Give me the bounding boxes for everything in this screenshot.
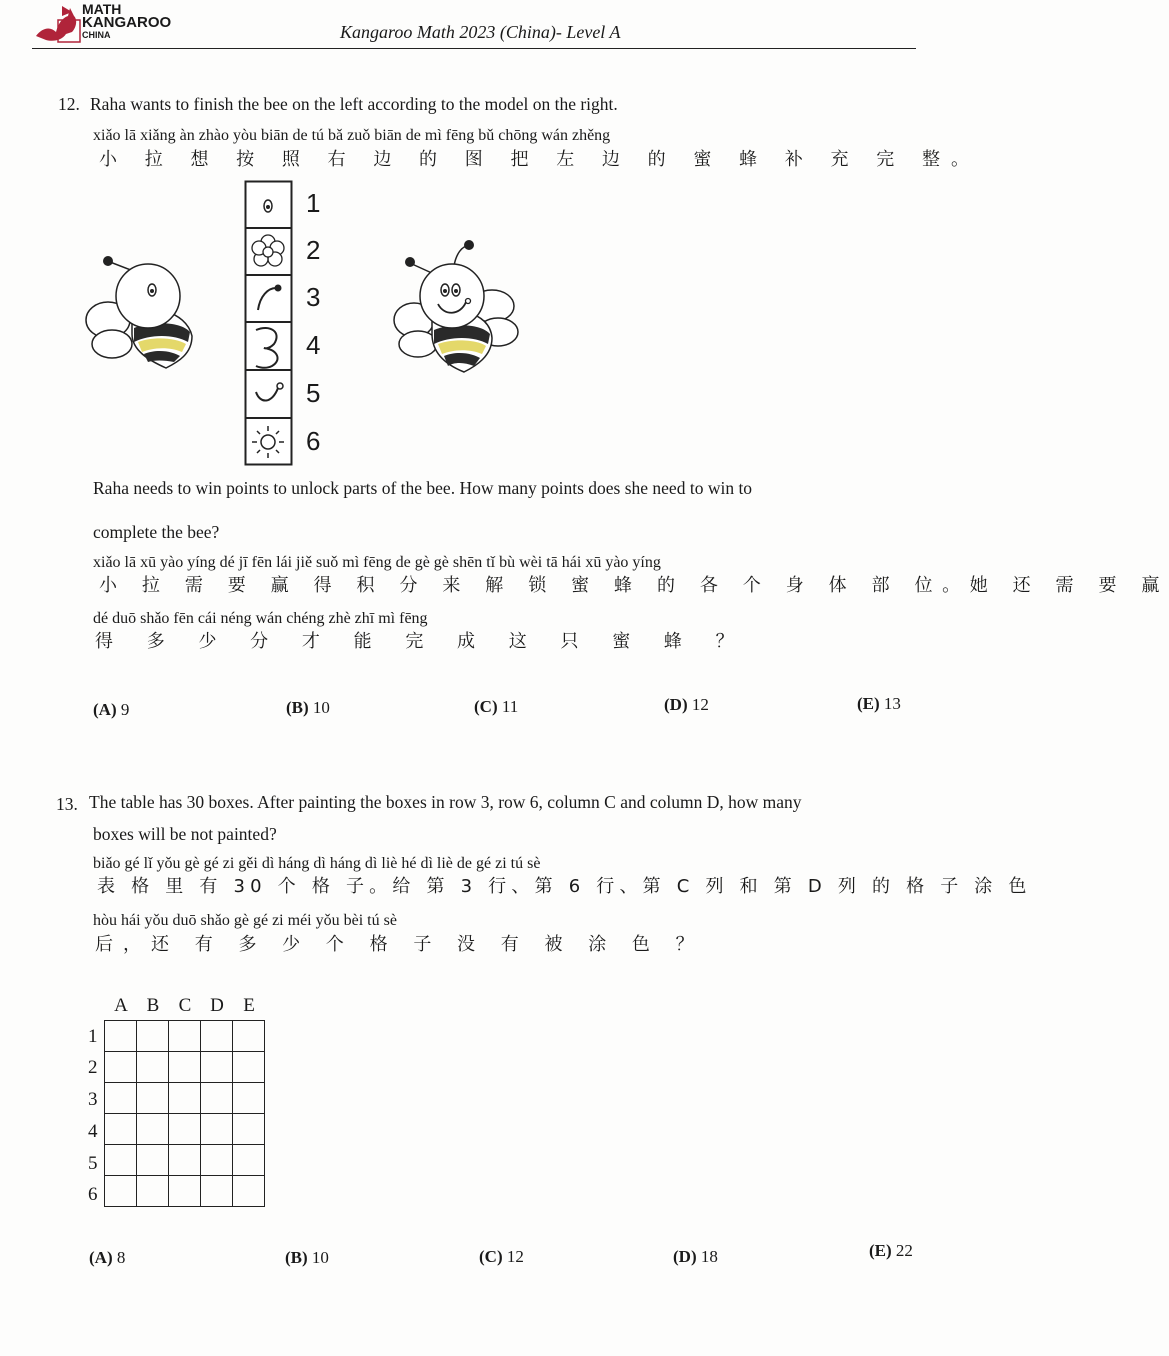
- q13-pinyin-2: hòu hái yǒu duō shǎo gè gé zi méi yǒu bèi tú sè: [93, 912, 397, 929]
- header-divider: [32, 48, 916, 49]
- row-5-label: 5: [88, 1153, 98, 1174]
- table-row: [105, 1145, 265, 1176]
- q13-hanzi-2: 后，还 有 多 少 个 格 子 没 有 被 涂 色 ？: [95, 934, 704, 955]
- q12-option-c-value: 11: [501, 697, 519, 716]
- q13-option-b-letter: (B): [285, 1248, 308, 1267]
- q13-option-a[interactable]: [89, 1248, 125, 1268]
- table-row: [105, 1021, 265, 1052]
- boxes-table: [104, 1020, 265, 1207]
- q12-option-d-value: 12: [691, 695, 709, 714]
- column-e-label: E: [243, 995, 255, 1016]
- grid-cell: [233, 1083, 265, 1114]
- row-6-label: 6: [88, 1184, 98, 1205]
- q12-option-c-letter: (C): [474, 697, 498, 716]
- q12-option-b[interactable]: [286, 698, 330, 718]
- grid-cell: [233, 1021, 265, 1052]
- grid-cell: [105, 1083, 137, 1114]
- grid-cell: [105, 1021, 137, 1052]
- column-b-label: B: [146, 995, 160, 1016]
- q12-option-a[interactable]: [93, 700, 129, 720]
- q13-option-c[interactable]: [479, 1247, 524, 1267]
- grid-cell: [201, 1145, 233, 1176]
- page-title: Kangaroo Math 2023 (China)- Level A: [340, 22, 621, 42]
- grid-cell: [137, 1145, 169, 1176]
- q13-option-c-letter: (C): [479, 1247, 503, 1266]
- grid-cell: [137, 1114, 169, 1145]
- q12-number: 12.: [58, 94, 80, 114]
- grid-cell: [105, 1176, 137, 1207]
- q12-hanzi-3: 得 多 少 分 才 能 完 成 这 只 蜜 蜂 ？: [95, 631, 748, 652]
- q13-option-d-value: 18: [700, 1247, 718, 1266]
- q12-text: Raha wants to finish the bee on the left according to the model on the right.: [90, 94, 618, 114]
- q13-option-a-value: 8: [116, 1248, 126, 1267]
- grid-cell: [137, 1052, 169, 1083]
- q12-text-2-line-1: Raha needs to win points to unlock parts of the bee. How many points does she need to win to: [93, 478, 753, 498]
- strip-number-3: 3: [306, 282, 321, 312]
- column-c-label: C: [178, 995, 192, 1016]
- row-4-label: 4: [88, 1121, 98, 1142]
- strip-number-4: 4: [306, 330, 321, 360]
- grid-cell: [137, 1083, 169, 1114]
- grid-cell: [169, 1083, 201, 1114]
- column-d-label: D: [210, 995, 224, 1016]
- q13-option-b[interactable]: [285, 1248, 329, 1268]
- grid-cell: [169, 1176, 201, 1207]
- q12-option-e-letter: (E): [857, 694, 880, 713]
- math-kangaroo-logo: [32, 2, 182, 48]
- q12-pinyin-1: xiǎo lā xiǎng àn zhào yòu biān de tú bǎ zuǒ biān de mì fēng bǔ chōng wán zhěng: [93, 127, 611, 144]
- table-row: [105, 1083, 265, 1114]
- q13-text-line-2: boxes will be not painted?: [93, 824, 277, 844]
- grid-cell: [169, 1145, 201, 1176]
- strip-number-5: 5: [306, 378, 321, 408]
- logo-line-china: CHINA: [82, 30, 111, 40]
- grid-cell: [233, 1114, 265, 1145]
- grid-cell: [105, 1052, 137, 1083]
- q12-option-d-letter: (D): [664, 695, 688, 714]
- logo-line-kangaroo: KANGAROO: [82, 14, 172, 31]
- grid-cell: [105, 1145, 137, 1176]
- kangaroo-icon: [32, 2, 84, 46]
- incomplete-bee-icon: [88, 240, 208, 376]
- q13-text-line-1: The table has 30 boxes. After painting the boxes in row 3, row 6, column C and column D, how many: [89, 792, 802, 812]
- grid-cell: [169, 1021, 201, 1052]
- grid-cell: [137, 1176, 169, 1207]
- row-3-label: 3: [88, 1089, 98, 1110]
- grid-cell: [201, 1021, 233, 1052]
- grid-cell: [137, 1021, 169, 1052]
- q13-option-d[interactable]: [673, 1247, 718, 1267]
- bee-parts-strip: [244, 180, 294, 466]
- grid-cell: [233, 1052, 265, 1083]
- column-a-label: A: [114, 995, 128, 1016]
- q12-pinyin-3: dé duō shǎo fēn cái néng wán chéng zhè zhī mì fēng: [93, 610, 428, 627]
- grid-cell: [169, 1114, 201, 1145]
- q13-number: 13.: [56, 794, 78, 814]
- grid-cell: [169, 1052, 201, 1083]
- q12-option-c[interactable]: [474, 697, 518, 717]
- q12-text-2-line-2: complete the bee?: [93, 522, 220, 542]
- q13-option-e[interactable]: [869, 1241, 913, 1261]
- q12-pinyin-2: xiǎo lā xū yào yíng dé jī fēn lái jiě suǒ mì fēng de gè gè shēn tǐ bù wèi tā hái xū yào yíng: [93, 554, 661, 571]
- grid-cell: [233, 1176, 265, 1207]
- row-2-label: 2: [88, 1057, 98, 1078]
- grid-cell: [201, 1114, 233, 1145]
- grid-cell: [201, 1176, 233, 1207]
- q13-hanzi-1: 表 格 里 有 30 个 格 子。给 第 3 行、第 6 行、第 C 列 和 第 D 列 的 格 子 涂 色: [97, 876, 1032, 897]
- strip-number-6: 6: [306, 426, 321, 456]
- strip-number-2: 2: [306, 235, 321, 265]
- q12-option-e-value: 13: [883, 694, 901, 713]
- logo-line-math: MATH: [82, 1, 122, 17]
- table-row: [105, 1114, 265, 1145]
- q12-option-d[interactable]: [664, 695, 709, 715]
- q13-option-e-value: 22: [895, 1241, 913, 1260]
- q12-option-b-letter: (B): [286, 698, 309, 717]
- q12-option-a-letter: (A): [93, 700, 117, 719]
- row-1-label: 1: [88, 1026, 98, 1047]
- q12-option-a-value: 9: [120, 700, 130, 719]
- q12-hanzi-2: 小 拉 需 要 赢 得 积 分 来 解 锁 蜜 蜂 的 各 个 身 体 部 位。她 还 需 要 赢: [99, 575, 1169, 596]
- table-row: [105, 1052, 265, 1083]
- grid-cell: [105, 1114, 137, 1145]
- grid-cell: [201, 1052, 233, 1083]
- q12-option-b-value: 10: [312, 698, 330, 717]
- table-row: [105, 1176, 265, 1207]
- grid-column-headers: [105, 995, 265, 1017]
- q13-option-d-letter: (D): [673, 1247, 697, 1266]
- q13-pinyin-1: biǎo gé lǐ yǒu gè gé zi gěi dì háng dì háng dì liè hé dì liè de gé zi tú sè: [93, 855, 541, 872]
- q13-option-a-letter: (A): [89, 1248, 113, 1267]
- strip-number-1: 1: [306, 188, 321, 218]
- q13-option-b-value: 10: [311, 1248, 329, 1267]
- q12-option-e[interactable]: [857, 694, 901, 714]
- grid-cell: [233, 1145, 265, 1176]
- q13-option-e-letter: (E): [869, 1241, 892, 1260]
- q12-hanzi-1: 小 拉 想 按 照 右 边 的 图 把 左 边 的 蜜 蜂 补 充 完 整。: [99, 149, 980, 170]
- grid-cell: [201, 1083, 233, 1114]
- q13-option-c-value: 12: [506, 1247, 524, 1266]
- model-bee-icon: [392, 234, 522, 384]
